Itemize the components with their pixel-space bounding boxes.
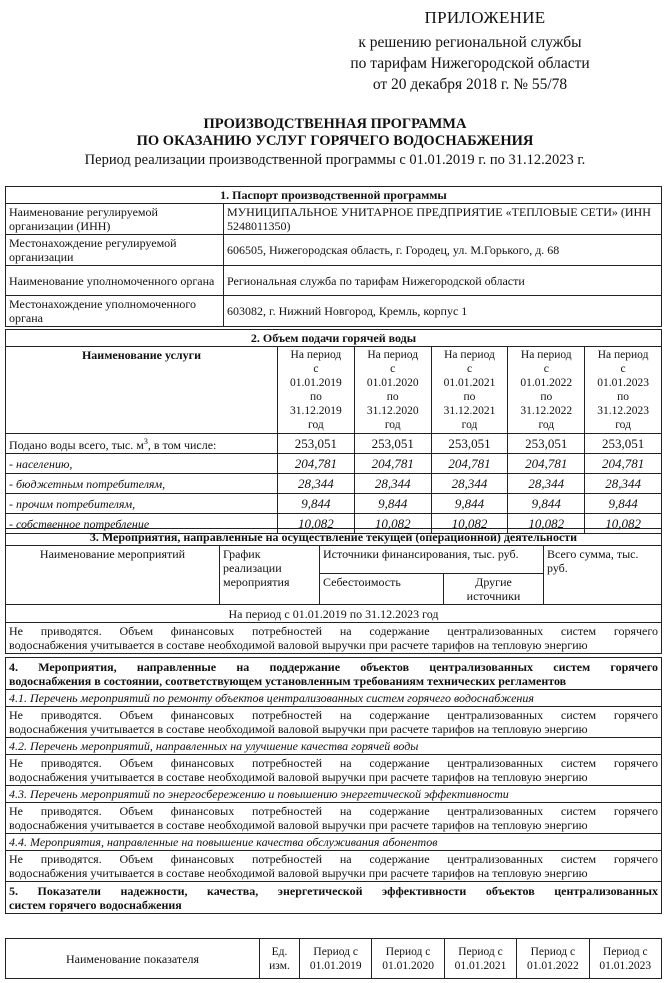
section-1-heading: 1. Паспорт производственной программы [6, 187, 662, 204]
consumer-value: 28,344 [508, 474, 585, 494]
document-period: Период реализации производственной программы с 01.01.2019 г. по 31.12.2023 г. [84, 152, 586, 168]
subsection-note: Не приводятся. Объем финансовых потребностей на содержание централизованных систем горячего водоснабжения учитывается в составе необходимой валовой выручки при расчете тарифов на тепловую энергию [6, 851, 662, 882]
passport-value: Региональная служба по тарифам Нижегородской области [224, 266, 662, 296]
total-value: 253,051 [278, 434, 355, 454]
consumer-value: 10,082 [354, 514, 431, 534]
consumer-value: 9,844 [585, 494, 662, 514]
period-column-header: На период с 01.01.2021 по 31.12.2021 год [431, 347, 508, 434]
section-3-heading: 3. Мероприятия, направленные на осуществление текущей (операционной) деятельности [6, 529, 662, 546]
document-title-line-2: ПО ОКАЗАНИЮ УСЛУГ ГОРЯЧЕГО ВОДОСНАБЖЕНИЯ [136, 133, 534, 149]
subsection-title: 4.4. Мероприятия, направленные на повышение качества обслуживания абонентов [6, 834, 662, 851]
passport-value: 606505, Нижегородская область, г. Городец, ул. М.Горького, д. 68 [224, 235, 662, 266]
consumer-value: 28,344 [354, 474, 431, 494]
consumer-value: 204,781 [508, 454, 585, 474]
consumer-value: 28,344 [278, 474, 355, 494]
consumer-value: 204,781 [585, 454, 662, 474]
consumer-value: 10,082 [431, 514, 508, 534]
consumer-value: 204,781 [278, 454, 355, 474]
total-value: 253,051 [585, 434, 662, 454]
consumer-label: - прочим потребителям, [6, 494, 278, 514]
passport-label: Наименование регулируемой организации (ИНН) [6, 204, 224, 235]
passport-label: Наименование уполномоченного органа [6, 266, 224, 296]
maintenance-measures-table [5, 657, 662, 914]
consumer-label: - бюджетным потребителям, [6, 474, 278, 494]
section-4-heading: 4. Мероприятия, направленные на поддержание объектов централизованных систем горячего водоснабжения в состоянии, соответствующем установленным требованиям технических регламентов [6, 658, 662, 690]
consumer-value: 9,844 [278, 494, 355, 514]
total-sum-column-header: Всего сумма, тыс. руб. [544, 546, 662, 605]
section-2-heading: 2. Объем подачи горячей воды [6, 330, 662, 347]
consumer-value: 10,082 [585, 514, 662, 534]
water-supply-table [5, 329, 662, 534]
consumer-value: 28,344 [585, 474, 662, 494]
sources-column-header: Источники финансирования, тыс. руб. [320, 546, 544, 574]
subsection-title: 4.1. Перечень мероприятий по ремонту объектов централизованных систем горячего водоснабжения [6, 690, 662, 707]
appendix-line-3: от 20 декабря 2018 г. № 55/78 [372, 76, 568, 93]
cost-column-header: Себестоимость [320, 574, 444, 605]
total-value: 253,051 [354, 434, 431, 454]
unit-column-header: Ед. изм. [260, 939, 300, 979]
total-supply-label: Подано воды всего, тыс. $м^3$, в том числе: [6, 434, 278, 454]
period-column-header: На период с 01.01.2019 по 31.12.2019 год [278, 347, 355, 434]
passport-value: МУНИЦИПАЛЬНОЕ УНИТАРНОЕ ПРЕДПРИЯТИЕ «ТЕПЛОВЫЕ СЕТИ» (ИНН 5248011350) [224, 204, 662, 235]
measures-column-header: Наименование мероприятий [6, 546, 220, 605]
total-value: 253,051 [508, 434, 585, 454]
consumer-value: 9,844 [354, 494, 431, 514]
other-sources-column-header: Другие источники [444, 574, 544, 605]
consumer-value: 9,844 [508, 494, 585, 514]
schedule-column-header: График реализации мероприятия [220, 546, 320, 605]
period-column-header: На период с 01.01.2023 по 31.12.2023 год [585, 347, 662, 434]
subsection-note: Не приводятся. Объем финансовых потребностей на содержание централизованных систем горячего водоснабжения учитывается в составе необходимой валовой выручки при расчете тарифов на тепловую энергию [6, 755, 662, 786]
section-5-heading: 5. Показатели надежности, качества, энергетической эффективности объектов централизованных систем горячего водоснабжения [6, 882, 662, 914]
consumer-value: 204,781 [431, 454, 508, 474]
consumer-value: 204,781 [354, 454, 431, 474]
period-column-header: Период с 01.01.2021 [444, 939, 516, 979]
indicator-column-header: Наименование показателя [6, 939, 260, 979]
consumer-label: - собственное потребление [6, 514, 278, 534]
period-column-header: Период с 01.01.2022 [517, 939, 589, 979]
passport-label: Местонахождение регулируемой организации [6, 235, 224, 266]
passport-table [5, 186, 662, 327]
period-column-header: На период с 01.01.2020 по 31.12.2020 год [354, 347, 431, 434]
period-column-header: На период с 01.01.2022 по 31.12.2022 год [508, 347, 585, 434]
subsection-title: 4.3. Перечень мероприятий по энергосбережению и повышению энергетической эффективности [6, 786, 662, 803]
document-title-line-1: ПРОИЗВОДСТВЕННАЯ ПРОГРАММА [203, 116, 467, 132]
consumer-value: 10,082 [508, 514, 585, 534]
consumer-value: 10,082 [278, 514, 355, 534]
section-3-note: Не приводятся. Объем финансовых потребностей на содержание централизованных систем горячего водоснабжения учитывается в составе необходимой валовой выручки при расчете тарифов на тепловую энергию [6, 623, 662, 654]
subsection-note: Не приводятся. Объем финансовых потребностей на содержание централизованных систем горячего водоснабжения учитывается в составе необходимой валовой выручки при расчете тарифов на тепловую энергию [6, 803, 662, 834]
period-column-header: Период с 01.01.2023 [589, 939, 661, 979]
period-column-header: Период с 01.01.2019 [300, 939, 372, 979]
total-value: 253,051 [431, 434, 508, 454]
subsection-note: Не приводятся. Объем финансовых потребностей на содержание централизованных систем горячего водоснабжения учитывается в составе необходимой валовой выручки при расчете тарифов на тепловую энергию [6, 707, 662, 738]
operational-measures-table [5, 528, 662, 654]
passport-value: 603082, г. Нижний Новгород, Кремль, корпус 1 [224, 296, 662, 327]
consumer-value: 28,344 [431, 474, 508, 494]
subsection-title: 4.2. Перечень мероприятий, направленных на улучшение качества горячей воды [6, 738, 662, 755]
appendix-line-2: по тарифам Нижегородской области [350, 55, 590, 72]
appendix-line-1: к решению региональной службы [358, 34, 582, 51]
consumer-value: 9,844 [431, 494, 508, 514]
consumer-label: - населению, [6, 454, 278, 474]
passport-label: Местонахождение уполномоченного органа [6, 296, 224, 327]
appendix-header [300, 8, 640, 95]
service-column-header: Наименование услуги [6, 347, 278, 434]
section-3-period: На период с 01.01.2019 по 31.12.2023 год [6, 605, 662, 623]
appendix-title: ПРИЛОЖЕНИЕ [424, 8, 546, 27]
indicators-table [5, 938, 662, 979]
document-title [0, 116, 670, 150]
period-column-header: Период с 01.01.2020 [372, 939, 444, 979]
